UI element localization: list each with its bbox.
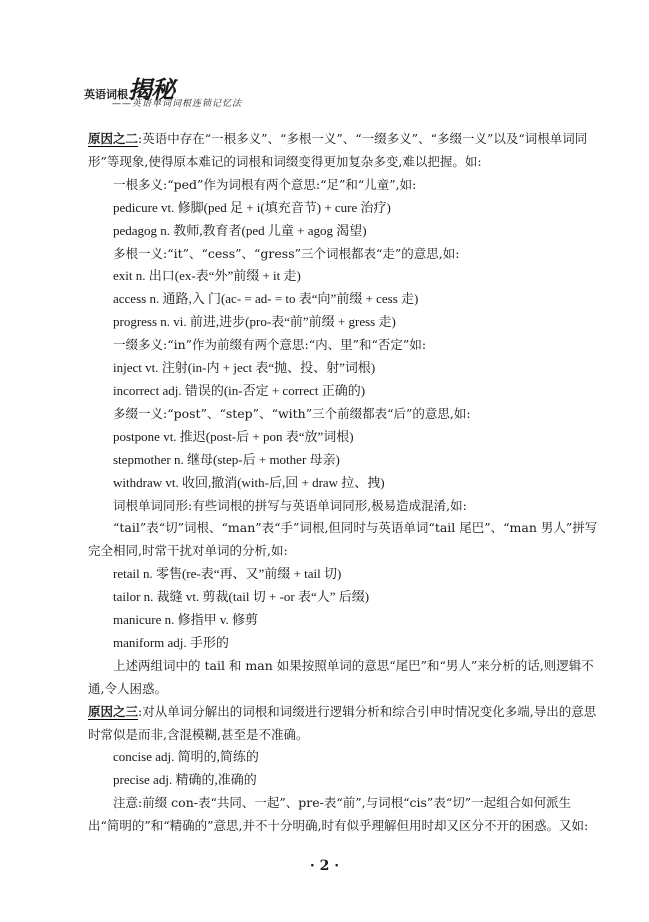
word-entry: maniform adj. 手形的 [113,634,229,650]
paragraph [88,701,599,747]
paragraph [88,128,599,174]
page-number: · 2 · [309,858,340,874]
word-entry: postpone vt. 推迟(post-后 + pon 表“放”词根) [113,428,354,444]
header-subtitle: ——英语单词词根连锁记忆法 [112,99,243,109]
word-entry: withdraw vt. 收回,撤消(with-后,回 + draw 拉、拽) [113,474,385,490]
example-heading: 词根单词同形:有些词根的拼写与英语单词同形,极易造成混淆,如: [113,497,467,513]
header-title-small: 英语词根 [84,88,128,101]
example-heading: 多缀一义:“post”、“step”、“with”三个前缀都表“后”的意思,如: [113,405,471,421]
section-lead: 原因之三 [88,703,139,719]
example-heading: 一根多义:“ped”作为词根有两个意思:“足”和“儿童”,如: [113,176,417,192]
word-entry: retail n. 零售(re-表“再、又”前缀 + tail 切) [113,566,342,582]
word-entry: progress n. vi. 前进,进步(pro-表“前”前缀 + gress 走) [113,314,396,330]
book-header [84,70,243,109]
word-entry: pedicure vt. 修脚(ped 足 + i(填充音节) + cure 治疗) [113,199,391,215]
word-entry: manicure n. 修指甲 v. 修剪 [113,612,259,628]
word-entry: precise adj. 精确的,准确的 [113,772,257,788]
word-entry: pedagog n. 教师,教育者(ped 儿童 + agog 渴望) [113,222,367,238]
word-entry: exit n. 出口(ex-表“外”前缀 + it 走) [113,268,301,284]
paragraph-text: :英语中存在“一根多义”、“多根一义”、“一缀多义”、“多缀一义”以及“词根单词同形”等现象,使得原本难记的词根和词缀变得更加复杂多变,难以把握。如: [88,131,588,169]
header-title-big: 揭秘 [128,75,174,104]
word-entry: access n. 通路,入 门(ac- = ad- = to 表“向”前缀 + cess 走) [113,291,419,307]
section-lead: 原因之二 [88,131,139,146]
example-heading: 多根一义:“it”、“cess”、“gress”三个词根都表“走”的意思,如: [113,245,460,261]
example-heading: 一缀多义:“in”作为前缀有两个意思:“内、里”和“否定”如: [113,337,427,353]
word-entry: inject vt. 注射(in-内 + ject 表“抛、投、射”词根) [113,360,376,376]
word-entry: incorrect adj. 错误的(in-否定 + correct 正确的) [113,382,366,398]
paragraph-text: :对从单词分解出的词根和词缀进行逻辑分析和综合引申时情况变化多端,导出的意思时常似是而非,含混模糊,甚至是不准确。 [88,703,597,742]
paragraph: 注意:前缀 con-表“共同、一起”、pre-表“前”,与词根“cis”表“切”一起组合如何派生出“简明的”和“精确的”意思,并不十分明确,时有似乎理解但用时却又区分不开的困惑。又如: [88,795,589,834]
word-entry: stepmother n. 继母(step-后 + mother 母亲) [113,451,340,467]
word-entry: tailor n. 裁缝 vt. 剪裁(tail 切 + -or 表“人” 后缀) [113,589,370,605]
word-entry: concise adj. 简明的,简练的 [113,749,259,765]
page-body [88,128,599,838]
paragraph: “tail”表“切”词根、“man”表“手”词根,但同时与英语单词“tail 尾巴”、“man 男人”拼写完全相同,时常干扰对单词的分析,如: [88,520,598,559]
paragraph: 上述两组词中的 tail 和 man 如果按照单词的意思“尾巴”和“男人”来分析的话,则逻辑不通,令人困惑。 [88,657,594,696]
